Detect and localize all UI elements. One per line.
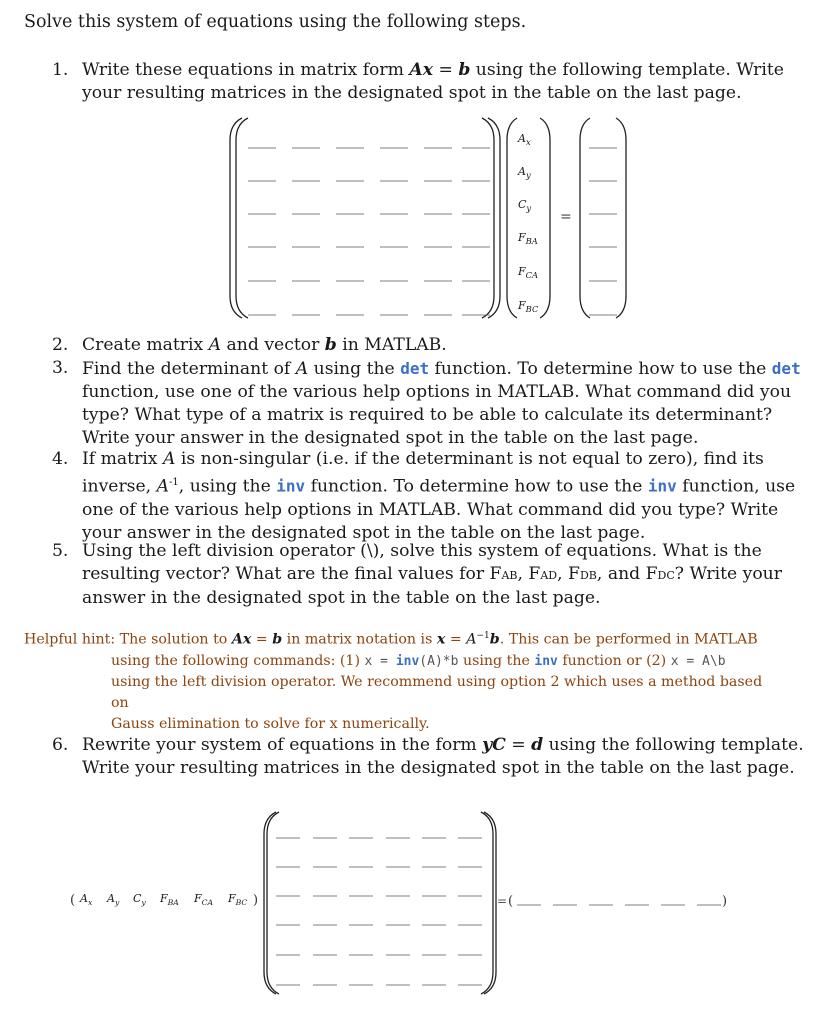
d-close-paren: ) [722,894,728,909]
equals-sign-2: = [497,894,508,908]
step-number: 1. [52,60,69,80]
variable-label: $A_y$ [518,165,531,180]
step-number: 4. [52,449,69,469]
row-close-paren: ) [253,893,259,908]
row-open-paren: ( [70,893,76,908]
step-number: 6. [52,735,69,755]
variable-label: $A_x$ [80,892,93,907]
step-text: If matrix A is non-singular (i.e. if the determinant is not equal to zero), find its inverse, $A^{-1}$, using the inv function. To determine how to use the inv function, use one of the various help options in MATLAB. What command did you type? Write your answer in the designated spot in the table on the last page. [82,449,796,543]
variable-label: $F_{BC}$ [228,892,248,907]
variable-label: $F_{CA}$ [518,265,539,280]
step-number: 3. [52,358,69,378]
step-text: Using the left division operator (\), solve this system of equations. What is the resulting vector? What are the final values for FAB, FAD, FDB, and FDC? Write your answer in the designated spot in the table on the last page. [82,541,782,608]
variable-label: $F_{CA}$ [194,892,214,907]
intro-text: Solve this system of equations using the following steps. [24,12,527,32]
step-text: Find the determinant of A using the det function. To determine how to use the det function, use one of the various help options in MATLAB. What command did you type? What type of a matrix is required to be able to calculate its determinant? Write your answer in the designated spot in the table on the last page. [82,359,801,448]
helpful-hint: Helpful hint: The solution to Ax = b in matrix notation is $x = A^{-1}b$. This can be performed in MATLAB using the following commands: (1) x = inv(A)*b using the inv function or (2) x = A\b using the left division operator. We recommend using option 2 which uses a method based on Gauss elimination to solve for x numerically. [24,631,763,732]
variable-label: $A_x$ [518,132,531,147]
variable-label: $C_y$ [133,892,146,907]
variable-label: $F_{BC}$ [518,299,539,314]
d-open-paren: ( [508,894,514,909]
variable-label: $F_{BA}$ [160,892,179,907]
matrix-c-right-bracket [481,812,493,994]
step-text: Create matrix A and vector b in MATLAB. [82,335,447,355]
variable-label: $C_y$ [518,198,532,213]
step-text: Write these equations in matrix form Ax = b using the following template. Write your resulting matrices in the designated spot in the table on the last page. [82,60,784,103]
step-number: 5. [52,541,69,561]
step-number: 2. [52,335,69,355]
equals-sign: = [560,209,572,225]
variable-label: $F_{BA}$ [518,231,538,246]
variable-label: $A_y$ [107,892,120,907]
matrix-c-left-bracket [264,812,276,994]
step-text: Rewrite your system of equations in the form yC = d using the following template. Write your resulting matrices in the designated spot in the table on the last page. [82,735,804,778]
